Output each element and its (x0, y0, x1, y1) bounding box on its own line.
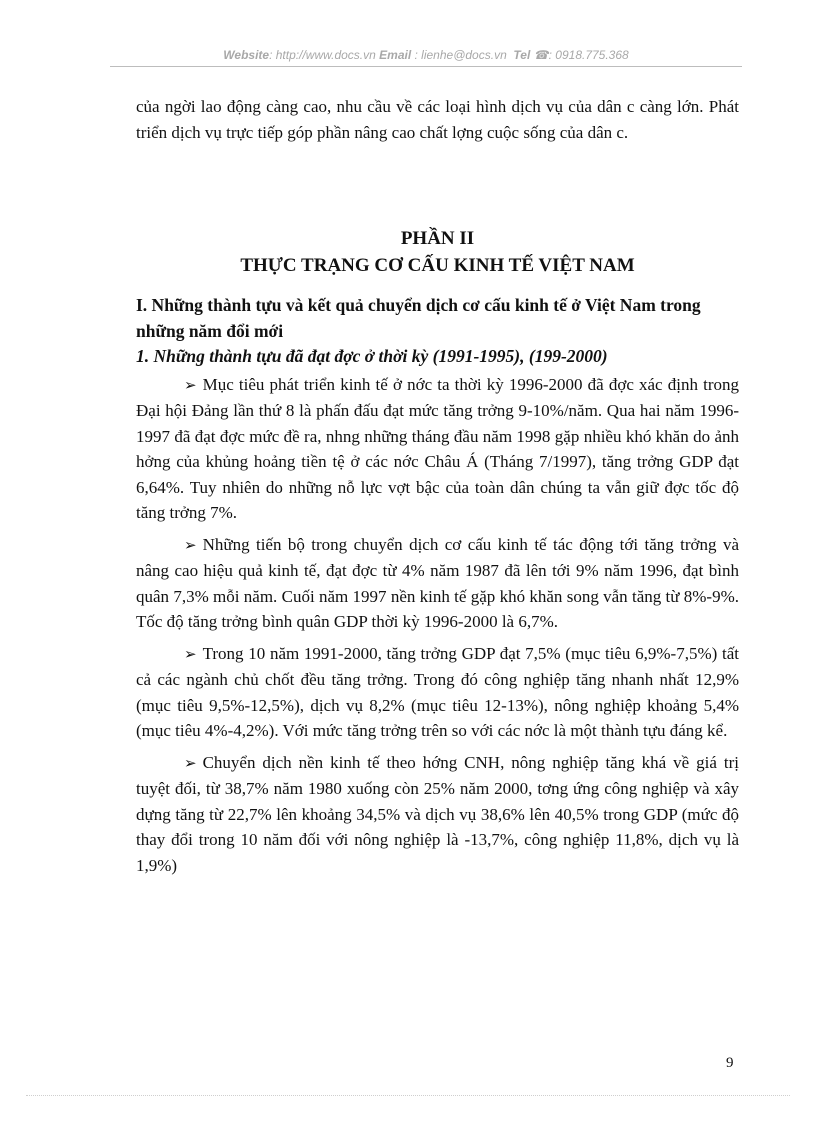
part-title: PHẦN II (400, 228, 475, 249)
arrow-bullet-icon: ➢ (184, 375, 197, 394)
website-label: Website (223, 48, 270, 62)
bullet-text-3: Trong 10 năm 1991-2000, tăng trởng GDP đạt 7,5% (mục tiêu 6,9%-7,5%) tất cả các ngành chủ chốt đều tăng trởng. Trong đó công nghiệp tăng nhanh nhất 12,9% (mục tiêu 9,5%-12,5%), dịch vụ 8,2% (mục tiêu 12-13%), nông nghiệp khoảng 5,4% (mục tiêu 4%-4,2%). Với mức tăng trởng trên so với các nớc là một thành tựu đáng kể. (136, 643, 739, 740)
email-label: Email (379, 48, 412, 62)
bullet-text-2: Những tiến bộ trong chuyển dịch cơ cấu kinh tế tác động tới tăng trởng và nâng cao hiệu quả kinh tế, đạt đợc từ 4% năm 1987 đã lên tới 9% năm 1996, đạt bình quân 7,3% mỗi năm. Cuối năm 1997 nền kinh tế gặp khó khăn song vẫn tăng từ 8%-9%. Tốc độ tăng trởng bình quân GDP thời kỳ 1996-2000 là 6,7%. (136, 534, 739, 631)
telephone-icon: ☎ (533, 48, 549, 62)
email-value: : lienhe@docs.vn (411, 48, 507, 62)
page-header (110, 48, 742, 66)
section-heading: I. Những thành tựu và kết quả chuyển dịch cơ cấu kinh tế ở Việt Nam trong những năm đổi mới (136, 295, 701, 341)
subsection-heading: 1. Những thành tựu đã đạt đợc ở thời kỳ (1991-1995), (199-2000) (136, 346, 608, 366)
page-number: 9 (726, 1055, 734, 1071)
footer-divider (26, 1095, 790, 1096)
part-subtitle: THỰC TRẠNG CƠ CẤU KINH TẾ VIỆT NAM (240, 255, 635, 276)
bullet-paragraph-4 (136, 750, 739, 879)
intro-paragraph: của ngời lao động càng cao, nhu cầu về các loại hình dịch vụ của dân c càng lớn. Phát triển dịch vụ trực tiếp góp phần nâng cao chất lợng cuộc sống của dân c. (136, 97, 739, 142)
arrow-bullet-icon: ➢ (184, 644, 197, 663)
website-value: : http://www.docs.vn (269, 48, 376, 62)
bullet-text-4: Chuyển dịch nền kinh tế theo hớng CNH, nông nghiệp tăng khá về giá trị tuyệt đối, từ 38,7% năm 1980 xuống còn 25% năm 2000, tơng ứng công nghiệp và xây dựng tăng từ 22,7% lên khoảng 34,5% và dịch vụ 38,6% lên 40,5% trong GDP (mức độ thay đổi trong 10 năm đối với nông nghiệp là -13,7%, công nghiệp 11,8%, dịch vụ là 1,9%) (136, 752, 739, 875)
arrow-bullet-icon: ➢ (184, 535, 197, 554)
bullet-paragraph-3 (136, 641, 739, 744)
bullet-paragraph-2 (136, 532, 739, 635)
tel-label: Tel (513, 48, 531, 62)
bullet-paragraph-1 (136, 372, 739, 526)
header-divider (110, 66, 742, 67)
tel-value: : 0918.775.368 (548, 48, 629, 62)
bullet-text-1: Mục tiêu phát triển kinh tế ở nớc ta thời kỳ 1996-2000 đã đợc xác định trong Đại hội Đảng lần thứ 8 là phấn đấu đạt mức tăng trởng 9-10%/năm. Qua hai năm 1996-1997 đã đạt đợc mức đề ra, nhng những tháng đầu năm 1998 gặp nhiều khó khăn do ảnh hởng của khủng hoảng tiền tệ ở các nớc Châu Á (Tháng 7/1997), tăng trởng GDP đạt 6,64%. Tuy nhiên do những nỗ lực vợt bậc của toàn dân chúng ta vẫn giữ đợc tốc độ tăng trởng 7%. (136, 374, 739, 522)
page-body (136, 94, 739, 878)
arrow-bullet-icon: ➢ (184, 753, 197, 772)
